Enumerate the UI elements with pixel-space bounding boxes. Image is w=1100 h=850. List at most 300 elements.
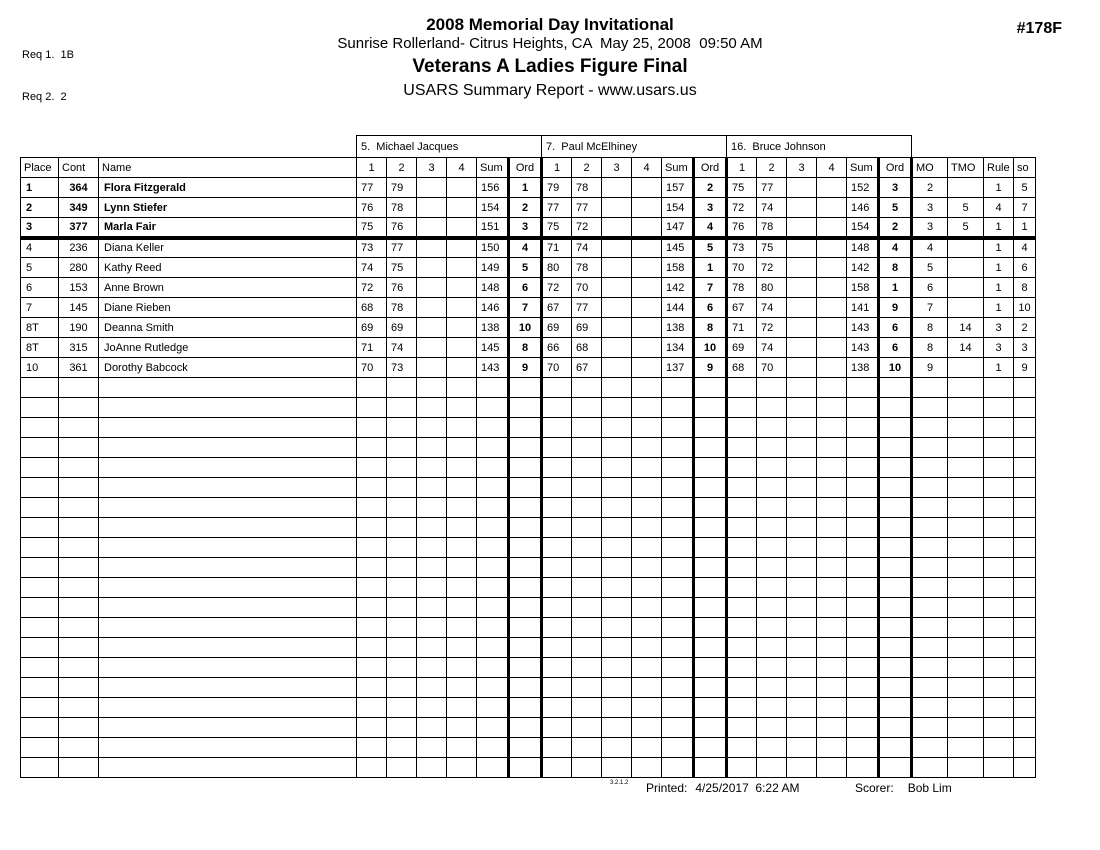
judge1-ordinal-cell — [509, 518, 542, 538]
judge1-score4-cell — [447, 478, 477, 498]
contestant-number-cell — [59, 678, 99, 698]
place-cell: 6 — [21, 278, 59, 298]
judge1-ordinal-cell — [509, 538, 542, 558]
place-cell: 1 — [21, 178, 59, 198]
rule-cell — [984, 658, 1014, 678]
col-header-j3-ord: Ord — [879, 158, 912, 178]
judge2-score3-cell — [602, 258, 632, 278]
judge3-score2-cell: 72 — [757, 318, 787, 338]
judge3-score4-cell — [817, 478, 847, 498]
judge1-score1-cell: 72 — [357, 278, 387, 298]
judge1-score1-cell — [357, 598, 387, 618]
judge1-ordinal-cell: 4 — [509, 238, 542, 258]
judge1-sum-cell — [477, 478, 509, 498]
sum-ordinals-cell: 2 — [1014, 318, 1036, 338]
judge2-score3-cell — [602, 218, 632, 238]
skater-name-cell — [99, 578, 357, 598]
judge1-sum-cell — [477, 738, 509, 758]
judge1-score3-cell — [417, 458, 447, 478]
judge1-score1-cell: 71 — [357, 338, 387, 358]
results-tbody — [21, 178, 1036, 778]
judge3-ordinal-cell — [879, 638, 912, 658]
skater-name-cell — [99, 398, 357, 418]
result-row — [21, 538, 1036, 558]
place-cell — [21, 398, 59, 418]
judge3-score2-cell — [757, 578, 787, 598]
judge2-score2-cell — [572, 718, 602, 738]
judge2-sum-cell: 157 — [662, 178, 694, 198]
judge1-ordinal-cell — [509, 438, 542, 458]
column-header-row — [21, 158, 1036, 178]
skater-name-cell — [99, 418, 357, 438]
judge3-score3-cell — [787, 718, 817, 738]
judge1-score3-cell — [417, 718, 447, 738]
sum-ordinals-cell — [1014, 718, 1036, 738]
contestant-number-cell — [59, 398, 99, 418]
judge1-ordinal-cell — [509, 458, 542, 478]
judge1-score4-cell — [447, 358, 477, 378]
judge1-score4-cell — [447, 198, 477, 218]
sum-ordinals-cell — [1014, 738, 1036, 758]
judge1-score1-cell: 74 — [357, 258, 387, 278]
contestant-number-cell — [59, 378, 99, 398]
judge3-score3-cell — [787, 738, 817, 758]
printed-label: Printed: — [646, 781, 688, 795]
sum-ordinals-cell — [1014, 558, 1036, 578]
judge2-sum-cell — [662, 498, 694, 518]
judge2-sum-cell — [662, 598, 694, 618]
judge2-score4-cell — [632, 298, 662, 318]
majority-ordinal-cell — [912, 598, 948, 618]
rule-cell — [984, 438, 1014, 458]
judge2-score1-cell: 67 — [542, 298, 572, 318]
judge2-score3-cell — [602, 678, 632, 698]
majority-ordinal-cell — [912, 738, 948, 758]
judge3-score2-cell — [757, 698, 787, 718]
judge2-sum-cell: 145 — [662, 238, 694, 258]
judge2-sum-cell: 147 — [662, 218, 694, 238]
result-row — [21, 378, 1036, 398]
majority-ordinal-cell — [912, 378, 948, 398]
skater-name-cell — [99, 618, 357, 638]
judge3-score4-cell — [817, 698, 847, 718]
judge1-ordinal-cell — [509, 758, 542, 778]
judge1-score4-cell — [447, 598, 477, 618]
judge3-score3-cell — [787, 498, 817, 518]
judge1-score1-cell — [357, 558, 387, 578]
title-block — [0, 14, 1100, 101]
judge1-score2-cell — [387, 638, 417, 658]
sum-ordinals-cell — [1014, 758, 1036, 778]
judge2-score2-cell — [572, 478, 602, 498]
skater-name-cell: Lynn Stiefer — [99, 198, 357, 218]
judge1-score3-cell — [417, 318, 447, 338]
total-majority-ordinal-cell — [948, 238, 984, 258]
judge2-sum-cell — [662, 738, 694, 758]
judge3-score1-cell — [727, 638, 757, 658]
judge2-score3-cell — [602, 458, 632, 478]
skater-name-cell: Deanna Smith — [99, 318, 357, 338]
judge3-score2-cell: 74 — [757, 338, 787, 358]
judge2-score3-cell — [602, 478, 632, 498]
judge2-score1-cell: 77 — [542, 198, 572, 218]
judge1-ordinal-cell — [509, 418, 542, 438]
contestant-number-cell — [59, 718, 99, 738]
sum-ordinals-cell — [1014, 378, 1036, 398]
judge3-score3-cell — [787, 298, 817, 318]
judge1-score3-cell — [417, 758, 447, 778]
meet-title: 2008 Memorial Day Invitational — [426, 15, 674, 34]
judge1-score2-cell: 76 — [387, 218, 417, 238]
judge2-score3-cell — [602, 718, 632, 738]
judge1-ordinal-cell: 9 — [509, 358, 542, 378]
judge3-score3-cell — [787, 318, 817, 338]
place-cell: 8T — [21, 338, 59, 358]
judge1-score3-cell — [417, 698, 447, 718]
rule-cell — [984, 398, 1014, 418]
judge3-sum-cell — [847, 438, 879, 458]
judge2-sum-cell — [662, 378, 694, 398]
contestant-number-cell — [59, 478, 99, 498]
rule-cell — [984, 678, 1014, 698]
judge3-sum-cell — [847, 618, 879, 638]
judge1-score3-cell — [417, 358, 447, 378]
judge3-score1-cell — [727, 498, 757, 518]
place-cell — [21, 558, 59, 578]
judge1-score3-cell — [417, 418, 447, 438]
judge1-score2-cell: 78 — [387, 298, 417, 318]
judge1-ordinal-cell — [509, 398, 542, 418]
judge2-score1-cell — [542, 458, 572, 478]
result-row — [21, 618, 1036, 638]
judge3-score1-cell: 69 — [727, 338, 757, 358]
judge2-ordinal-cell — [694, 438, 727, 458]
judge2-score1-cell: 75 — [542, 218, 572, 238]
judge3-ordinal-cell — [879, 618, 912, 638]
judge3-score3-cell — [787, 578, 817, 598]
judge2-score2-cell — [572, 538, 602, 558]
judge3-score3-cell — [787, 218, 817, 238]
judge2-score3-cell — [602, 318, 632, 338]
judge1-score3-cell — [417, 178, 447, 198]
rule-cell — [984, 758, 1014, 778]
judge2-sum-cell — [662, 418, 694, 438]
judge2-score2-cell — [572, 618, 602, 638]
judge3-score2-cell — [757, 438, 787, 458]
judge2-score1-cell — [542, 738, 572, 758]
judge3-sum-cell: 146 — [847, 198, 879, 218]
judge1-score4-cell — [447, 298, 477, 318]
rule-cell — [984, 558, 1014, 578]
judge1-score3-cell — [417, 238, 447, 258]
judge1-score4-cell — [447, 758, 477, 778]
judge1-score1-cell — [357, 378, 387, 398]
judge2-score4-cell — [632, 318, 662, 338]
judge2-ordinal-cell — [694, 478, 727, 498]
col-header-j2-score3: 3 — [602, 158, 632, 178]
judge2-score4-cell — [632, 498, 662, 518]
result-row — [21, 218, 1036, 238]
judge2-score4-cell — [632, 618, 662, 638]
rule-cell: 3 — [984, 318, 1014, 338]
rule-cell — [984, 498, 1014, 518]
judge1-score2-cell — [387, 758, 417, 778]
contestant-number-cell — [59, 758, 99, 778]
judge2-ordinal-cell — [694, 598, 727, 618]
col-header-rule: Rule — [984, 158, 1014, 178]
judge3-score3-cell — [787, 638, 817, 658]
judge-1-name: 5. Michael Jacques — [357, 136, 542, 158]
judge2-score2-cell: 67 — [572, 358, 602, 378]
judge3-score1-cell — [727, 618, 757, 638]
total-majority-ordinal-cell: 5 — [948, 198, 984, 218]
rule-cell — [984, 378, 1014, 398]
total-majority-ordinal-cell — [948, 758, 984, 778]
judge3-score2-cell: 74 — [757, 198, 787, 218]
req-2-line: Req 2. 2 — [22, 91, 67, 103]
judge1-ordinal-cell — [509, 658, 542, 678]
judge3-score1-cell: 68 — [727, 358, 757, 378]
report-type-line: USARS Summary Report - www.usars.us — [403, 81, 697, 99]
judge1-score2-cell — [387, 378, 417, 398]
judge2-score1-cell — [542, 378, 572, 398]
result-row — [21, 638, 1036, 658]
contestant-number-cell: 190 — [59, 318, 99, 338]
judge2-score4-cell — [632, 638, 662, 658]
total-majority-ordinal-cell — [948, 458, 984, 478]
judge2-ordinal-cell — [694, 538, 727, 558]
judge2-score1-cell — [542, 558, 572, 578]
col-header-tmo: TMO — [948, 158, 984, 178]
judge2-score2-cell — [572, 418, 602, 438]
judge2-sum-cell — [662, 438, 694, 458]
place-cell: 2 — [21, 198, 59, 218]
contestant-number-cell — [59, 658, 99, 678]
total-majority-ordinal-cell: 14 — [948, 318, 984, 338]
place-cell — [21, 698, 59, 718]
judge3-score2-cell: 80 — [757, 278, 787, 298]
col-header-j2-ord: Ord — [694, 158, 727, 178]
judge1-score4-cell — [447, 218, 477, 238]
rule-cell — [984, 458, 1014, 478]
judge1-score4-cell — [447, 638, 477, 658]
total-majority-ordinal-cell — [948, 558, 984, 578]
judge2-score2-cell — [572, 378, 602, 398]
judge3-score2-cell: 70 — [757, 358, 787, 378]
judge1-score1-cell — [357, 678, 387, 698]
judge3-score1-cell — [727, 518, 757, 538]
contestant-number-cell — [59, 518, 99, 538]
contestant-number-cell — [59, 598, 99, 618]
judge1-score2-cell — [387, 398, 417, 418]
total-majority-ordinal-cell — [948, 738, 984, 758]
judge2-ordinal-cell: 7 — [694, 278, 727, 298]
rule-cell: 1 — [984, 218, 1014, 238]
judge3-sum-cell: 154 — [847, 218, 879, 238]
judge2-score3-cell — [602, 298, 632, 318]
majority-ordinal-cell: 8 — [912, 338, 948, 358]
judge2-score4-cell — [632, 458, 662, 478]
judge2-score1-cell — [542, 498, 572, 518]
judge2-score3-cell — [602, 598, 632, 618]
judge1-ordinal-cell — [509, 718, 542, 738]
judge2-score4-cell — [632, 438, 662, 458]
judge3-ordinal-cell — [879, 738, 912, 758]
judge1-score2-cell — [387, 598, 417, 618]
judge2-score4-cell — [632, 718, 662, 738]
result-row — [21, 478, 1036, 498]
judge3-score3-cell — [787, 518, 817, 538]
result-row — [21, 278, 1036, 298]
judge2-score4-cell — [632, 238, 662, 258]
printed-timestamp: 4/25/2017 6:22 AM — [695, 781, 800, 795]
judge1-ordinal-cell: 6 — [509, 278, 542, 298]
judge2-sum-cell — [662, 578, 694, 598]
judge3-ordinal-cell — [879, 658, 912, 678]
judge3-score1-cell — [727, 438, 757, 458]
judge3-score3-cell — [787, 338, 817, 358]
result-row — [21, 518, 1036, 538]
judge2-score2-cell: 77 — [572, 198, 602, 218]
judge2-ordinal-cell: 9 — [694, 358, 727, 378]
majority-ordinal-cell — [912, 438, 948, 458]
judge1-score3-cell — [417, 598, 447, 618]
col-header-mo: MO — [912, 158, 948, 178]
majority-ordinal-cell — [912, 658, 948, 678]
place-cell — [21, 598, 59, 618]
col-header-j2-score1: 1 — [542, 158, 572, 178]
place-cell — [21, 538, 59, 558]
judge2-score4-cell — [632, 178, 662, 198]
judge3-sum-cell — [847, 718, 879, 738]
judge1-score4-cell — [447, 418, 477, 438]
judge2-ordinal-cell — [694, 698, 727, 718]
judge1-sum-cell: 143 — [477, 358, 509, 378]
judge1-sum-cell: 145 — [477, 338, 509, 358]
judge1-score2-cell: 75 — [387, 258, 417, 278]
result-row — [21, 698, 1036, 718]
judge2-score2-cell — [572, 558, 602, 578]
result-row — [21, 718, 1036, 738]
col-header-j3-score4: 4 — [817, 158, 847, 178]
judge1-score3-cell — [417, 558, 447, 578]
judge1-score3-cell — [417, 738, 447, 758]
judge2-score1-cell: 70 — [542, 358, 572, 378]
result-row — [21, 258, 1036, 278]
judge1-score4-cell — [447, 458, 477, 478]
majority-ordinal-cell: 7 — [912, 298, 948, 318]
judge3-score2-cell — [757, 398, 787, 418]
judge1-score3-cell — [417, 498, 447, 518]
judge3-score4-cell — [817, 538, 847, 558]
judge3-score3-cell — [787, 358, 817, 378]
judge3-score4-cell — [817, 298, 847, 318]
judge3-score3-cell — [787, 418, 817, 438]
judge1-sum-cell — [477, 378, 509, 398]
judge3-score4-cell — [817, 398, 847, 418]
judge-2-name: 7. Paul McElhiney — [542, 136, 727, 158]
judge2-score2-cell — [572, 578, 602, 598]
judge3-score4-cell — [817, 178, 847, 198]
judge1-score1-cell — [357, 518, 387, 538]
judge1-score2-cell — [387, 498, 417, 518]
result-row — [21, 458, 1036, 478]
judge3-sum-cell: 158 — [847, 278, 879, 298]
judge3-score1-cell — [727, 558, 757, 578]
total-majority-ordinal-cell — [948, 618, 984, 638]
judge3-sum-cell — [847, 478, 879, 498]
judge1-score4-cell — [447, 178, 477, 198]
judge1-score1-cell — [357, 478, 387, 498]
judge3-ordinal-cell — [879, 678, 912, 698]
place-cell — [21, 478, 59, 498]
judge3-sum-cell: 142 — [847, 258, 879, 278]
judge1-score1-cell — [357, 618, 387, 638]
judge2-score2-cell: 78 — [572, 258, 602, 278]
place-cell — [21, 378, 59, 398]
judge2-sum-cell — [662, 518, 694, 538]
judge1-score4-cell — [447, 398, 477, 418]
judge1-ordinal-cell — [509, 738, 542, 758]
judge1-ordinal-cell — [509, 638, 542, 658]
judge3-score1-cell: 71 — [727, 318, 757, 338]
judge2-ordinal-cell: 5 — [694, 238, 727, 258]
judge1-score2-cell: 73 — [387, 358, 417, 378]
majority-ordinal-cell — [912, 618, 948, 638]
judge1-score3-cell — [417, 278, 447, 298]
sum-ordinals-cell — [1014, 518, 1036, 538]
majority-ordinal-cell — [912, 418, 948, 438]
judge2-score3-cell — [602, 538, 632, 558]
judge3-score3-cell — [787, 458, 817, 478]
req-1-line: Req 1. 1B — [22, 49, 74, 61]
judge2-score1-cell — [542, 758, 572, 778]
judge3-ordinal-cell — [879, 718, 912, 738]
total-majority-ordinal-cell — [948, 178, 984, 198]
skater-name-cell: Flora Fitzgerald — [99, 178, 357, 198]
majority-ordinal-cell: 2 — [912, 178, 948, 198]
judge3-score1-cell: 76 — [727, 218, 757, 238]
contestant-number-cell: 361 — [59, 358, 99, 378]
judge3-ordinal-cell: 5 — [879, 198, 912, 218]
judge2-score3-cell — [602, 418, 632, 438]
sum-ordinals-cell — [1014, 458, 1036, 478]
judge2-score2-cell: 68 — [572, 338, 602, 358]
judge1-score1-cell — [357, 418, 387, 438]
judge1-ordinal-cell — [509, 678, 542, 698]
contestant-number-cell — [59, 618, 99, 638]
judge1-score2-cell — [387, 458, 417, 478]
judge2-score4-cell — [632, 738, 662, 758]
judge2-ordinal-cell — [694, 738, 727, 758]
judge3-score3-cell — [787, 678, 817, 698]
result-row — [21, 578, 1036, 598]
result-row — [21, 598, 1036, 618]
judge1-score4-cell — [447, 258, 477, 278]
rule-cell — [984, 518, 1014, 538]
judge1-score2-cell — [387, 618, 417, 638]
majority-ordinal-cell — [912, 558, 948, 578]
judge3-score3-cell — [787, 198, 817, 218]
total-majority-ordinal-cell — [948, 418, 984, 438]
skater-name-cell — [99, 738, 357, 758]
judge2-score2-cell — [572, 658, 602, 678]
contestant-number-cell: 145 — [59, 298, 99, 318]
judge3-score2-cell — [757, 418, 787, 438]
judge1-score1-cell — [357, 658, 387, 678]
col-header-name: Name — [99, 158, 357, 178]
total-majority-ordinal-cell — [948, 538, 984, 558]
